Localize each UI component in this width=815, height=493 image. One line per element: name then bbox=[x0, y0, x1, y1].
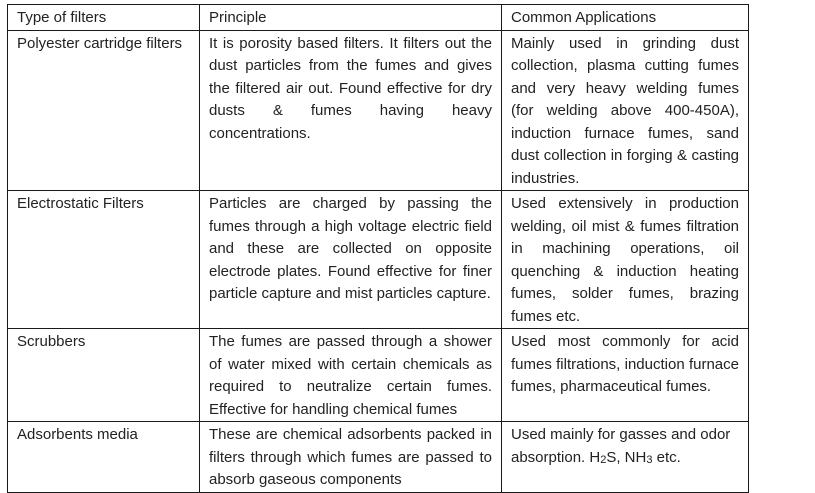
cell-type: Adsorbents media bbox=[8, 422, 200, 493]
cell-applications bbox=[502, 422, 749, 493]
cell-applications: Used extensively in production welding, oil mist & fumes filtration in machining operations, oil quenching & induction heating fumes, solder fumes, brazing fumes etc. bbox=[502, 191, 749, 329]
cell-type: Scrubbers bbox=[8, 329, 200, 422]
header-principle: Principle bbox=[200, 5, 502, 31]
table-row bbox=[8, 30, 749, 191]
table-row bbox=[8, 422, 749, 493]
header-type: Type of filters bbox=[8, 5, 200, 31]
cell-type: Polyester cartridge filters bbox=[8, 30, 200, 191]
header-row bbox=[8, 5, 749, 31]
cell-principle: It is porosity based filters. It filters out the dust particles from the fumes and gives the filtered air out. Found effective for dry dusts & fumes having heavy concentrations. bbox=[200, 30, 502, 191]
applications-text: S, NH bbox=[606, 448, 647, 466]
cell-applications: Used most commonly for acid fumes filtrations, induction furnace fumes, pharmaceutical fumes. bbox=[502, 329, 749, 422]
filter-comparison-table bbox=[7, 4, 749, 493]
applications-text: etc. bbox=[652, 448, 681, 466]
header-applications: Common Applications bbox=[502, 5, 749, 31]
cell-principle: These are chemical adsorbents packed in filters through which fumes are passed to absorb gaseous components bbox=[200, 422, 502, 493]
table-row bbox=[8, 329, 749, 422]
cell-type: Electrostatic Filters bbox=[8, 191, 200, 329]
table-row bbox=[8, 191, 749, 329]
cell-principle: Particles are charged by passing the fumes through a high voltage electric field and these are collected on opposite electrode plates. Found effective for finer particle capture and mist particles capture. bbox=[200, 191, 502, 329]
subscript: 2 bbox=[600, 453, 607, 466]
subscript: 3 bbox=[646, 453, 653, 466]
applications-text: Used mainly for gasses and odor absorption. H bbox=[511, 426, 731, 466]
cell-principle: The fumes are passed through a shower of water mixed with certain chemicals as required to neutralize certain fumes. Effective for handling chemical fumes bbox=[200, 329, 502, 422]
cell-applications: Mainly used in grinding dust collection, plasma cutting fumes and very heavy welding fumes (for welding above 400-450A), induction furnace fumes, sand dust collection in forging & casting industries. bbox=[502, 30, 749, 191]
